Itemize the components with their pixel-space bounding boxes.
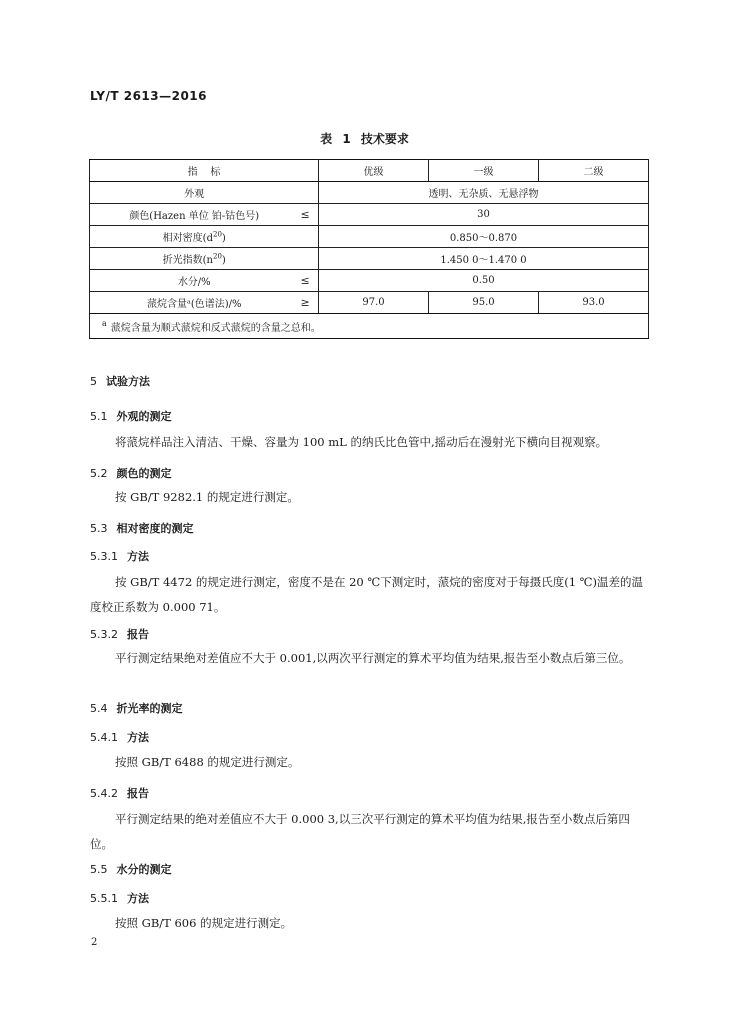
paragraph: 平行测定结果的绝对差值应不大于 0.000 3,以三次平行测定的算术平均值为结果,报告至小数点后第四位。: [90, 812, 630, 851]
section-heading: 5.5.1 方法: [90, 892, 149, 905]
row-name: 相对密度$(d^{20})$: [90, 226, 299, 248]
spec-table: [89, 159, 649, 339]
row-value: 1.450 0～1.470 0: [319, 248, 649, 270]
section-heading: 5.5 水分的测定: [90, 863, 172, 876]
paragraph: 按 GB/T 9282.1 的规定进行测定。: [115, 490, 299, 504]
row-value-grade1: 97.0: [319, 292, 429, 314]
section-heading: 5.3.2 报告: [90, 628, 149, 641]
row-value-grade2: 95.0: [429, 292, 539, 314]
section-heading: 5.3 相对密度的测定: [90, 522, 194, 535]
row-symbol: ≤: [299, 270, 319, 292]
row-name: 折光指数$(n^{20})$: [90, 248, 299, 270]
section-heading: 5.2 颜色的测定: [90, 467, 172, 480]
page-number: 2: [91, 937, 98, 948]
row-symbol: ≥: [299, 292, 319, 314]
paragraph: 按照 GB/T 6488 的规定进行测定。: [115, 755, 300, 769]
section-heading: 5.4.2 报告: [90, 787, 149, 800]
table-note-row: [90, 314, 649, 339]
table-row: [90, 292, 649, 314]
paragraph: 按照 GB/T 606 的规定进行测定。: [115, 916, 293, 930]
paragraph: 平行测定结果绝对差值应不大于 0.001,以两次平行测定的算术平均值为结果,报告至小数点后第三位。: [115, 651, 631, 665]
section-heading: 5.1 外观的测定: [90, 410, 172, 423]
row-value: 30: [319, 204, 649, 226]
header-grade1: 优级: [319, 160, 429, 182]
table-title: 表 1 技术要求: [320, 132, 409, 146]
row-symbol: [299, 248, 319, 270]
section-heading: 5.3.1 方法: [90, 550, 149, 563]
row-value: 0.850～0.870: [319, 226, 649, 248]
header-indicator: 指 标: [90, 160, 319, 182]
row-name: 颜色(Hazen 单位 铂-钴色号): [90, 204, 299, 226]
row-symbol: [299, 182, 319, 204]
paragraph: 按 GB/T 4472 的规定进行测定，密度不是在 20 ℃下测定时，蒎烷的密度对于每摄氏度(1 ℃)温差的温度校正系数为 0.000 71。: [90, 575, 644, 614]
table-row: [90, 204, 649, 226]
row-name: 水分/%: [90, 270, 299, 292]
header-grade3: 二级: [539, 160, 649, 182]
table-row: [90, 226, 649, 248]
table-row: [90, 182, 649, 204]
row-value: 透明、无杂质、无悬浮物: [319, 182, 649, 204]
row-name: 外观: [90, 182, 299, 204]
row-value-grade3: 93.0: [539, 292, 649, 314]
note-mark: a: [102, 319, 107, 329]
row-value: 0.50: [319, 270, 649, 292]
paragraph: 将蒎烷样品注入清洁、干燥、容量为 100 mL 的纳氏比色管中,摇动后在漫射光下横向目视观察。: [115, 435, 608, 449]
table-row: [90, 248, 649, 270]
section-heading: 5 试验方法: [90, 375, 150, 388]
section-heading: 5.4 折光率的测定: [90, 702, 183, 715]
table-row: [90, 270, 649, 292]
standard-code: LY/T 2613—2016: [90, 89, 208, 103]
row-symbol: ≤: [299, 204, 319, 226]
row-symbol: [299, 226, 319, 248]
table-note: [90, 314, 649, 339]
row-name: 蒎烷含量ᵃ(色谱法)/%: [90, 292, 299, 314]
section-heading: 5.4.1 方法: [90, 731, 149, 744]
header-grade2: 一级: [429, 160, 539, 182]
note-text: 蒎烷含量为顺式蒎烷和反式蒎烷的含量之总和。: [110, 322, 321, 334]
table-header-row: [90, 160, 649, 182]
